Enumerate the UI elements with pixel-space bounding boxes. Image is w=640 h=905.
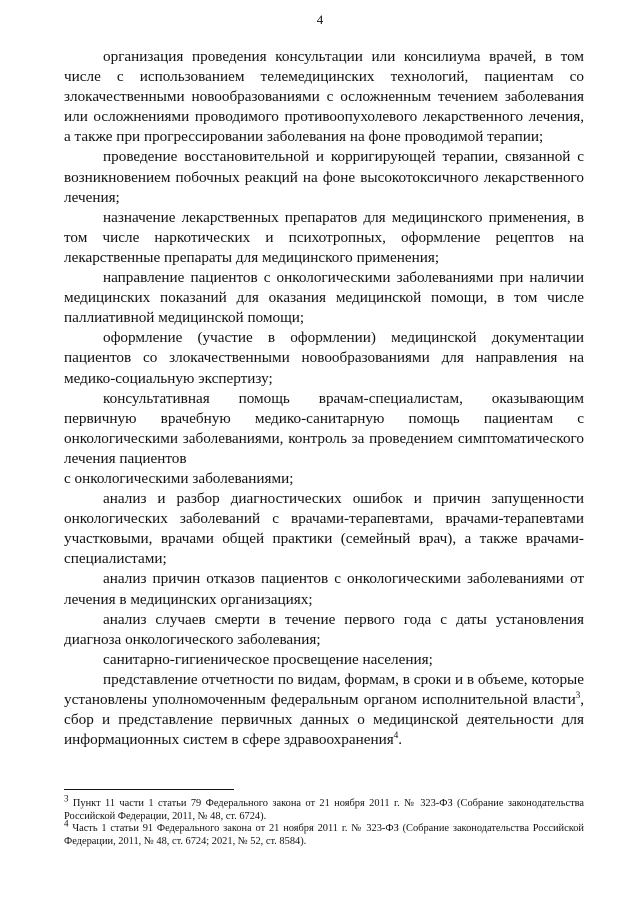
paragraph-refusals-analysis: анализ причин отказов пациентов с онкологическими заболеваниями от лечения в медицинских организациях; — [64, 570, 584, 608]
footnotes — [64, 793, 584, 848]
paragraph-mortality-analysis: анализ случаев смерти в течение первого года с даты установления диагноза онкологического заболевания; — [64, 610, 584, 648]
footnote-3 — [64, 793, 584, 823]
paragraph-documentation: оформление (участие в оформлении) медицинской документации пациентов со злокачественными новообразованиями для направления на медико-социальную экспертизу; — [64, 329, 584, 387]
paragraph-referral: направление пациентов с онкологическими заболеваниями при наличии медицинских показаний для оказания медицинской помощи, в том числе паллиативной медицинской помощи; — [64, 269, 584, 327]
paragraph-advisory-help-continued: с онкологическими заболеваниями; — [64, 469, 294, 487]
footnote-marker-3: 3 — [64, 793, 69, 804]
body-text — [64, 47, 584, 750]
footnote-divider — [64, 789, 234, 790]
paragraph-consultation: организация проведения консультации или консилиума врачей, в том числе с использованием телемедицинских технологий, пациентам со злокачественными новообразованиями с осложненным течением заболевания или осложнениями проводимого противоопухолевого лекарственного лечения, а также при прогрессировании заболевания на фоне проводимой терапии; — [64, 48, 584, 146]
reporting-text-part-1: представление отчетности по видам, формам, в сроки и в объеме, которые установлены уполномоченным федеральным органом исполнительной власти — [64, 670, 584, 708]
paragraph-prescriptions: назначение лекарственных препаратов для медицинского применения, в том числе наркотических и психотропных, оформление рецептов на лекарственные препараты для медицинского применения; — [64, 208, 584, 266]
paragraph-health-education: санитарно-гигиеническое просвещение населения; — [103, 650, 433, 668]
reporting-text-part-3: . — [398, 731, 403, 749]
footnote-3-text: Пункт 11 части 1 статьи 79 Федерального закона от 21 ноября 2011 г. № 323-ФЗ (Собрание законодательства Российской Федерации, 2011, № 48, ст. 6724). — [64, 798, 584, 822]
footnote-4-text: Часть 1 статьи 91 Федерального закона от 21 ноября 2011 г. № 323-ФЗ (Собрание законодательства Российской Федерации, 2011, № 48, ст. 6724; 2021, № 52, ст. 8584). — [64, 823, 584, 847]
footnote-4 — [64, 818, 584, 848]
paragraph-advisory-help: консультативная помощь врачам-специалистам, оказывающим первичную врачебную медико-санитарную помощь пациентам с онкологическими заболеваниями, контроль за проведением симптоматического лечения пациентов — [64, 389, 584, 467]
footnote-ref-3: 3 — [575, 689, 581, 700]
reporting-text-part-2: , сбор и представление первичных данных о медицинской деятельности для информационных систем в сфере здравоохранения — [64, 691, 584, 749]
footnote-ref-4: 4 — [393, 730, 399, 741]
footnote-marker-4: 4 — [64, 818, 69, 829]
paragraph-diagnostic-errors: анализ и разбор диагностических ошибок и причин запущенности онкологических заболеваний с врачами-терапевтами, врачами-терапевтами участковыми, врачами общей практики (семейный врач), а также врачами-специалистами; — [64, 490, 584, 568]
page-number: 4 — [316, 12, 324, 27]
paragraph-restorative-therapy: проведение восстановительной и корригирующей терапии, связанной с возникновением побочных реакций на фоне высокотоксичного лекарственного лечения; — [64, 148, 584, 206]
paragraph-reporting — [64, 670, 584, 750]
